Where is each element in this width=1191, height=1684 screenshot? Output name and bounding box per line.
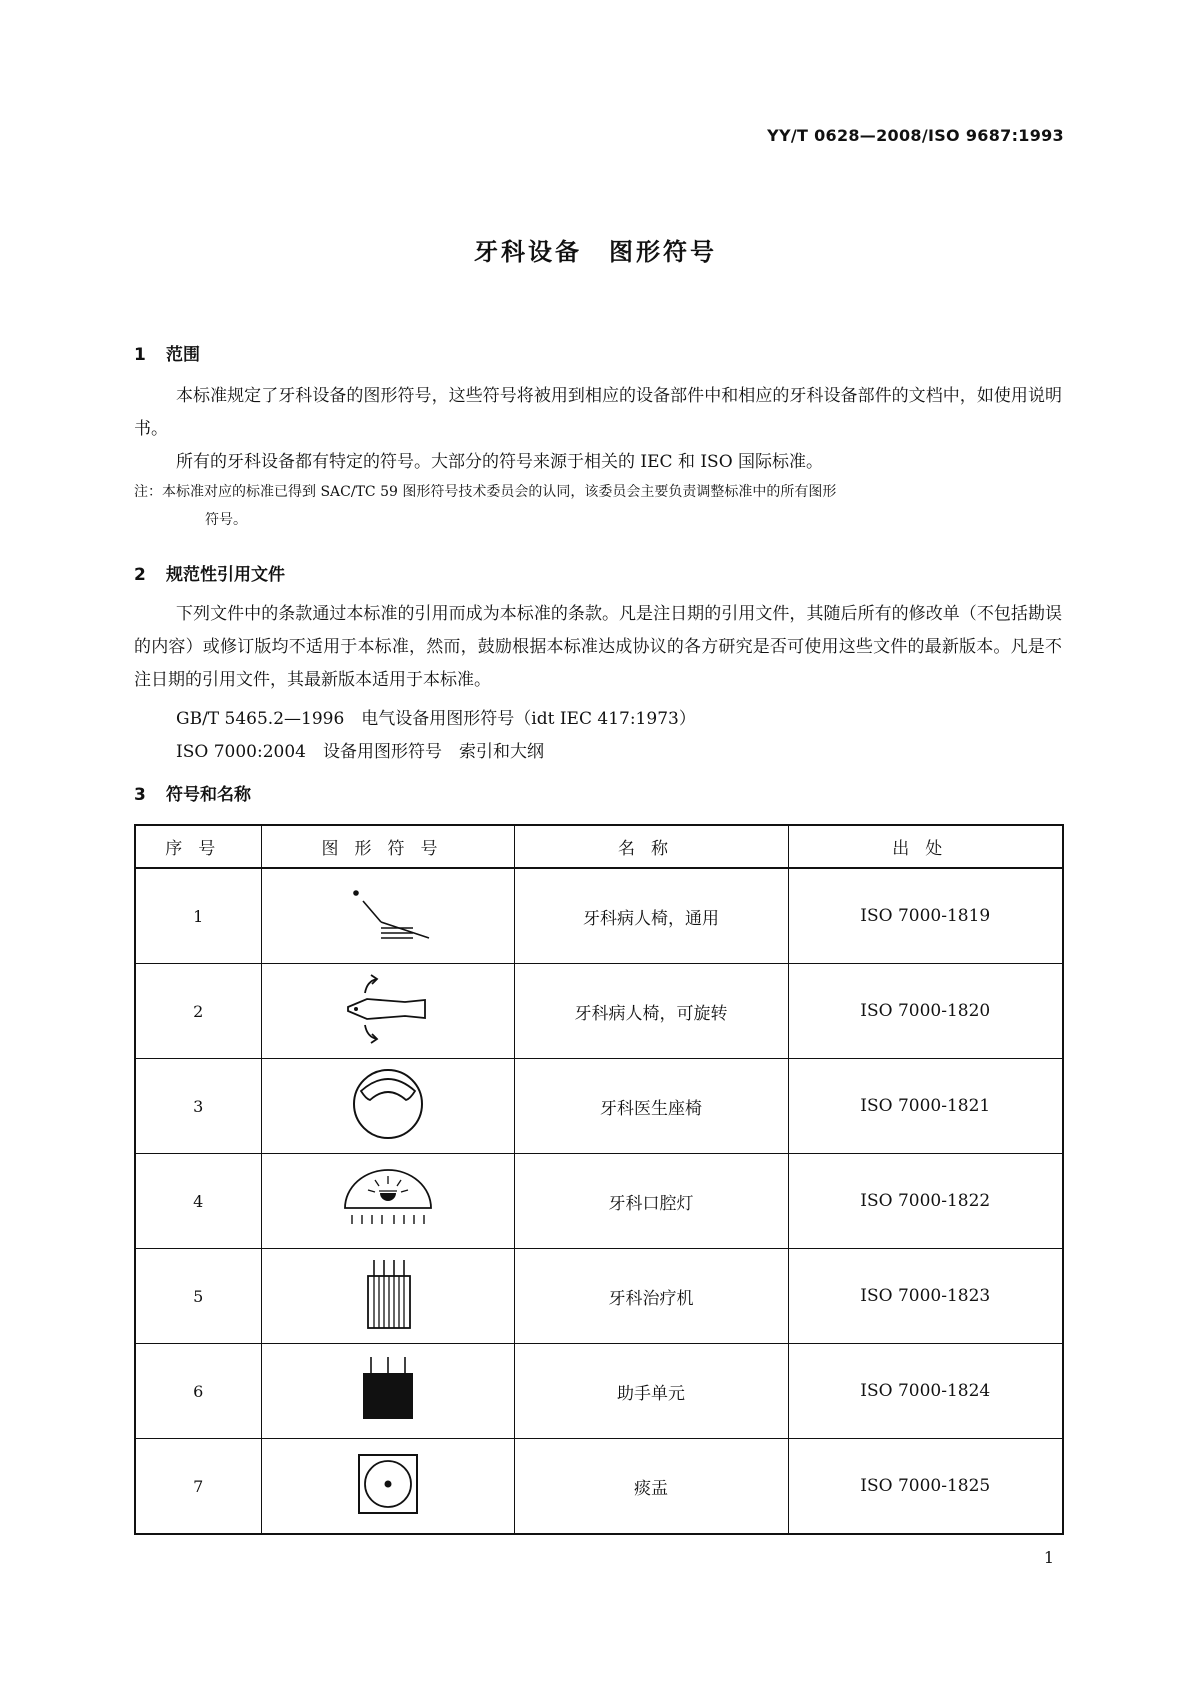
page-title: 牙科设备 图形符号 [474, 238, 717, 266]
symbols-table [134, 824, 1064, 1535]
symbol-source: ISO 7000-1819 [788, 868, 1063, 964]
symbol-source: ISO 7000-1820 [788, 964, 1063, 1059]
table-row [135, 1344, 1063, 1439]
symbol-source: ISO 7000-1821 [788, 1059, 1063, 1154]
table-row [135, 868, 1063, 964]
symbol-source: ISO 7000-1825 [788, 1439, 1063, 1535]
assistant-unit-icon [355, 1353, 421, 1425]
treatment-unit-icon [358, 1256, 418, 1332]
table-header-row [135, 825, 1063, 868]
header-no: 序号 [135, 825, 261, 868]
symbol-cell [261, 964, 514, 1059]
section-2-heading [134, 560, 285, 585]
section-number: 3 [134, 785, 146, 805]
row-number: 7 [135, 1439, 261, 1535]
section-title: 范围 [166, 345, 200, 365]
symbol-cell [261, 1439, 514, 1535]
row-number: 6 [135, 1344, 261, 1439]
row-number: 4 [135, 1154, 261, 1249]
symbol-name: 牙科口腔灯 [514, 1154, 788, 1249]
row-number: 3 [135, 1059, 261, 1154]
section-title: 规范性引用文件 [166, 565, 285, 585]
header-source: 出处 [788, 825, 1063, 868]
page-number: 1 [1043, 1548, 1054, 1567]
operating-light-icon [338, 1164, 438, 1234]
note-line-1: 注：本标准对应的标准已得到 SAC/TC 59 图形符号技术委员会的认同，该委员会主要负责调整标准中的所有图形 [134, 484, 837, 500]
table-row [135, 1439, 1063, 1535]
section-3-heading [134, 780, 251, 805]
swivel-chair-icon [343, 969, 433, 1049]
section-number: 2 [134, 565, 146, 585]
symbol-name: 牙科治疗机 [514, 1249, 788, 1344]
section-1-heading [134, 340, 200, 365]
note-line-2: 符号。 [205, 512, 247, 528]
header-name: 名称 [514, 825, 788, 868]
symbol-name: 痰盂 [514, 1439, 788, 1535]
reference-1: GB/T 5465.2—1996 电气设备用图形符号（idt IEC 417:1973） [176, 709, 696, 729]
section-2-paragraph-1: 下列文件中的条款通过本标准的引用而成为本标准的条款。凡是注日期的引用文件，其随后所有的修改单（不包括勘误的内容）或修订版均不适用于本标准，然而，鼓励根据本标准达成协议的各方研究是否可使用这些文件的最新版本。凡是不注日期的引用文件，其最新版本适用于本标准。 [134, 604, 1062, 690]
symbol-name: 牙科病人椅，通用 [514, 868, 788, 964]
dental-chair-icon [343, 884, 433, 944]
symbol-name: 助手单元 [514, 1344, 788, 1439]
row-number: 1 [135, 868, 261, 964]
dentist-stool-icon [348, 1064, 428, 1144]
symbol-name: 牙科病人椅，可旋转 [514, 964, 788, 1059]
header-symbol: 图形符号 [261, 825, 514, 868]
row-number: 5 [135, 1249, 261, 1344]
symbol-cell [261, 1249, 514, 1344]
table-row [135, 1249, 1063, 1344]
spittoon-icon [355, 1451, 421, 1517]
symbol-name: 牙科医生座椅 [514, 1059, 788, 1154]
symbol-cell [261, 1154, 514, 1249]
symbol-cell [261, 1059, 514, 1154]
symbol-source: ISO 7000-1824 [788, 1344, 1063, 1439]
row-number: 2 [135, 964, 261, 1059]
standard-code: YY/T 0628—2008/ISO 9687:1993 [767, 126, 1064, 145]
symbol-cell [261, 1344, 514, 1439]
reference-2: ISO 7000:2004 设备用图形符号 索引和大纲 [176, 742, 544, 762]
symbol-source: ISO 7000-1822 [788, 1154, 1063, 1249]
table-row [135, 964, 1063, 1059]
table-row [135, 1059, 1063, 1154]
symbol-cell [261, 868, 514, 964]
section-title: 符号和名称 [166, 785, 251, 805]
section-1-paragraph-1: 本标准规定了牙科设备的图形符号，这些符号将被用到相应的设备部件中和相应的牙科设备部件的文档中，如使用说明书。 [134, 386, 1062, 439]
table-row [135, 1154, 1063, 1249]
section-number: 1 [134, 345, 146, 365]
symbol-source: ISO 7000-1823 [788, 1249, 1063, 1344]
section-1-paragraph-2: 所有的牙科设备都有特定的符号。大部分的符号来源于相关的 IEC 和 ISO 国际标准。 [176, 452, 824, 472]
section-1-note [134, 478, 1062, 534]
